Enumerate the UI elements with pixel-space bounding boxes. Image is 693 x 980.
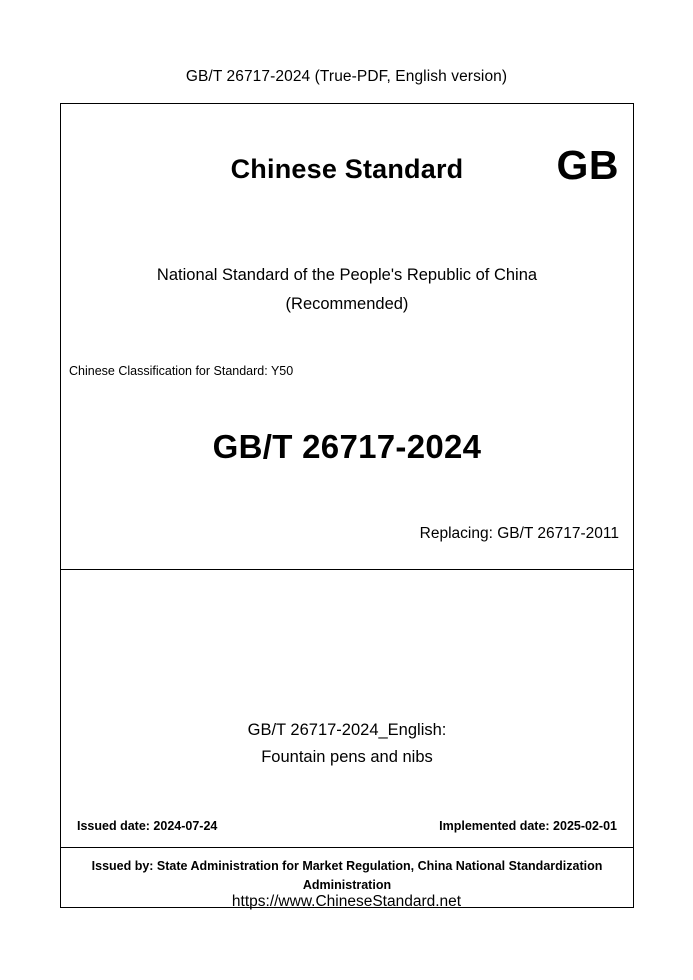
implemented-date: Implemented date: 2025-02-01 <box>439 819 617 833</box>
issued-by-block: Issued by: State Administration for Market Regulation, China National Standardization Administration <box>91 859 603 893</box>
english-title-block <box>61 570 633 771</box>
cover-frame <box>60 103 634 908</box>
title-row <box>61 104 633 224</box>
national-standard-line-1: National Standard of the People's Republic of China <box>156 266 538 284</box>
classification-label: Chinese Classification for Standard: Y50 <box>69 363 294 378</box>
website-link[interactable]: https://www.ChineseStandard.net <box>231 893 462 910</box>
main-title: Chinese Standard <box>230 154 464 184</box>
cover-middle-block <box>61 570 633 848</box>
page-caption: GB/T 26717-2024 (True-PDF, English version) <box>185 68 508 85</box>
english-title-line-2: Fountain pens and nibs <box>261 748 433 767</box>
footer-website[interactable] <box>0 893 693 911</box>
replacing-label: Replacing: GB/T 26717-2011 <box>419 524 619 542</box>
standard-number: GB/T 26717-2024 <box>212 427 482 465</box>
issued-date: Issued date: 2024-07-24 <box>77 819 218 833</box>
gb-logo: GB <box>556 142 619 188</box>
cover-top-block <box>61 104 633 570</box>
national-standard-line-2: (Recommended) <box>285 294 409 313</box>
english-title-line-1: GB/T 26717-2024_English: <box>247 721 447 739</box>
national-standard-block <box>61 261 633 319</box>
dates-row <box>61 819 633 833</box>
